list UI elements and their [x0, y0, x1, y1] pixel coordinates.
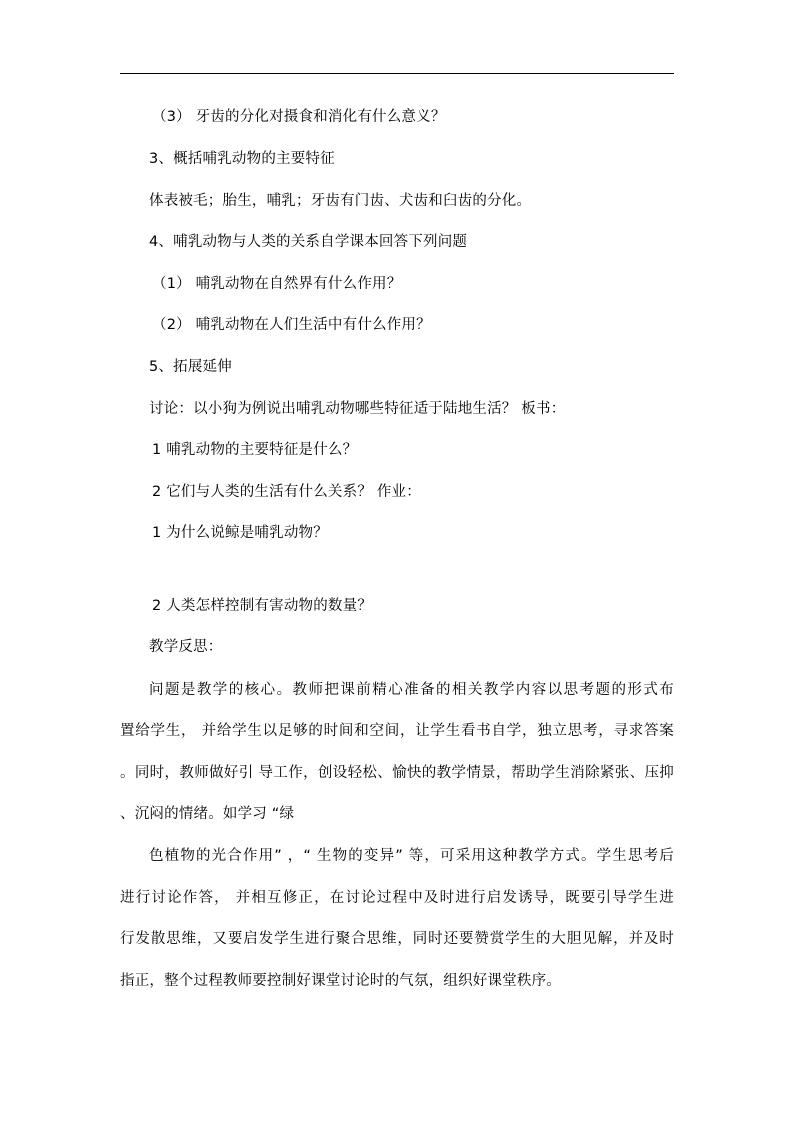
- question-2: （2） 哺乳动物在人们生活中有什么作用？: [152, 317, 431, 333]
- reflection-para1-line4: 、沉闷的情绪。如学习 “绿: [120, 806, 295, 822]
- reflection-para2-line2: 进行讨论作答， 并相互修正，在讨论过程中及时进行启发诱导，既要引导学生进: [120, 890, 674, 906]
- question-1: （1） 哺乳动物在自然界有什么作用？: [152, 276, 402, 292]
- heading-3: 3、概括哺乳动物的主要特征: [149, 151, 335, 167]
- reflection-para2-line4: 指正，整个过程教师要控制好课堂讨论时的气氛，组织好课堂秩序。: [120, 973, 561, 989]
- question-3: （3） 牙齿的分化对摄食和消化有什么意义？: [152, 109, 446, 125]
- header-rule: [120, 73, 674, 74]
- reflection-para1-line2: 置给学生， 并给学生以足够的时间和空间，让学生看书自学，独立思考，寻求答案: [120, 723, 674, 739]
- heading-5: 5、拓展延伸: [149, 359, 232, 375]
- reflection-para2-line1: 色植物的光合作用” ，“ 生物的变异” 等，可采用这种教学方式。学生思考后: [149, 848, 674, 864]
- features-text: 体表被毛；胎生，哺乳；牙齿有门齿、犬齿和臼齿的分化。: [149, 193, 532, 209]
- discussion-text: 讨论：以小狗为例说出哺乳动物哪些特征适于陆地生活？ 板书：: [149, 401, 566, 417]
- reflection-para2-line3: 行发散思维，又要启发学生进行聚合思维，同时还要赞赏学生的大胆见解，并及时: [120, 931, 674, 947]
- reflection-para1-line3: 。同时，教师做好引 导工作，创设轻松、愉快的教学情景，帮助学生消除紧张、压抑: [120, 765, 674, 781]
- heading-4: 4、哺乳动物与人类的关系自学课本回答下列问题: [149, 234, 468, 250]
- board-item-1: 1 哺乳动物的主要特征是什么？: [152, 442, 358, 458]
- homework-item-1: 1 为什么说鲸是哺乳动物？: [152, 525, 328, 541]
- board-item-2: 2 它们与人类的生活有什么关系？ 作业：: [152, 484, 421, 500]
- homework-item-2: 2 人类怎样控制有害动物的数量？: [152, 598, 373, 614]
- reflection-para1-line1: 问题是教学的核心。教师把课前精心准备的相关教学内容以思考题的形式布: [149, 682, 674, 698]
- reflection-title: 教学反思：: [149, 639, 223, 655]
